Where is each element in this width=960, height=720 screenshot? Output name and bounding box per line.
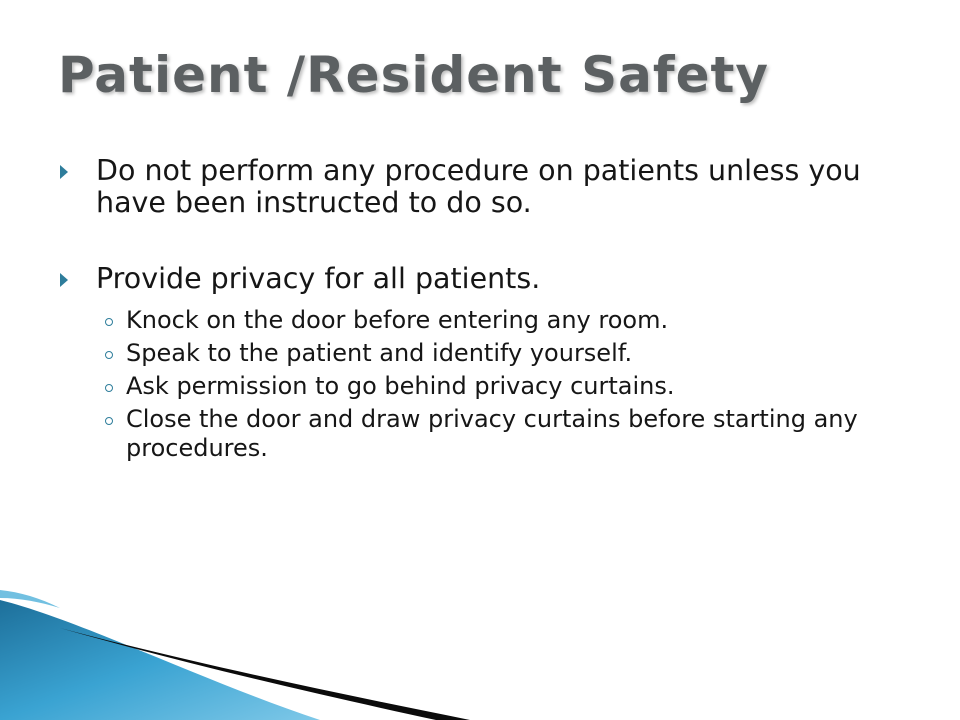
hollow-circle-icon bbox=[105, 417, 113, 425]
sub-bullet-text: Speak to the patient and identify yourself. bbox=[126, 339, 633, 367]
right-triangle-icon bbox=[60, 165, 68, 179]
sub-bullet-text: Knock on the door before entering any room. bbox=[126, 306, 669, 334]
sub-bullet-item bbox=[104, 339, 938, 368]
wave-decoration bbox=[0, 580, 960, 720]
sub-bullet-text: Ask permission to go behind privacy curtains. bbox=[126, 372, 675, 400]
right-triangle-icon bbox=[60, 273, 68, 287]
sub-bullet-text: Close the door and draw privacy curtains before starting any procedures. bbox=[126, 405, 858, 462]
bullet-item bbox=[58, 263, 938, 463]
hollow-circle-icon bbox=[105, 384, 113, 392]
sub-bullet-item bbox=[104, 405, 938, 463]
sub-bullet-item bbox=[104, 306, 938, 335]
hollow-circle-icon bbox=[105, 351, 113, 359]
bullet-text: Do not perform any procedure on patients unless you have been instructed to do so. bbox=[96, 154, 861, 219]
sub-bullet-item bbox=[104, 372, 938, 401]
bullet-item bbox=[58, 155, 938, 219]
slide-content bbox=[58, 155, 938, 467]
slide-title: Patient /Resident Safety bbox=[58, 46, 769, 104]
bullet-text: Provide privacy for all patients. bbox=[96, 262, 541, 295]
sub-bullet-list bbox=[104, 306, 938, 463]
hollow-circle-icon bbox=[105, 318, 113, 326]
